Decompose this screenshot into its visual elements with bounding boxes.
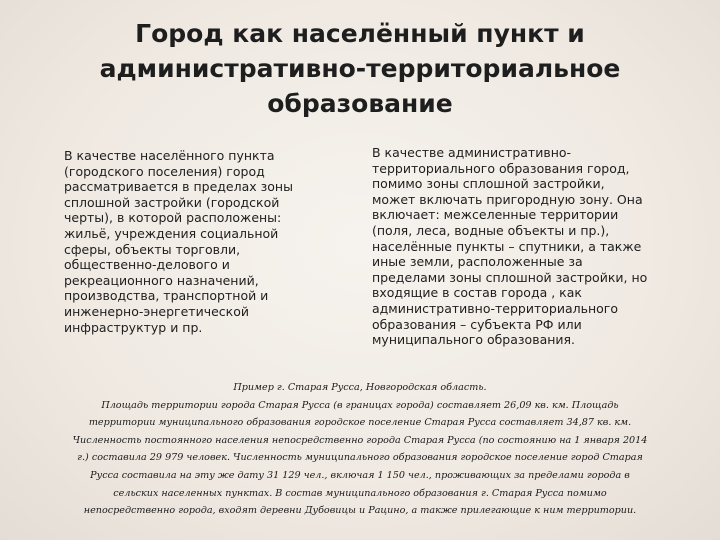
example-line: г.) составила 29 979 человек. Численность муниципального образования городское поселение город Старая	[77, 452, 643, 464]
text-line: пределами зоны сплошной застройки, но	[372, 269, 648, 285]
text-line: инженерно-энергетической	[64, 303, 249, 319]
text-line: образования – субъекта РФ или	[372, 316, 582, 332]
title-line: административно-территориальное	[99, 54, 621, 83]
text-line: входящие в состав города , как	[372, 285, 582, 301]
text-line: может включать пригородную зону. Она	[372, 191, 643, 207]
text-line: населённые пункты – спутники, а также	[372, 238, 642, 254]
text-line: сферы, объекты торговли,	[64, 241, 241, 257]
text-line: жильё, учреждения социальной	[64, 225, 279, 241]
text-line: инфраструктур и пр.	[64, 319, 203, 335]
example-line: Площадь территории города Старая Русса (в границах города) составляет 26,09 кв. км. Площадь	[101, 399, 619, 411]
title-line: образование	[267, 89, 453, 118]
example-staraya-russa	[10, 379, 710, 520]
text-line: (городского поселения) город	[64, 163, 265, 179]
example-line: Пример г. Старая Русса, Новгородская область.	[233, 382, 487, 393]
text-line: помимо зоны сплошной застройки,	[372, 176, 605, 192]
example-line: территории муниципального образования городское поселение Старая Русса составляет 34,87 кв. км.	[88, 417, 632, 429]
example-line: Численность постоянного населения непосредственно города Старая Русса (по состоянию на 1 января 2014	[72, 434, 648, 446]
example-line: сельских населенных пунктах. В состав муниципального образования г. Старая Русса помимо	[113, 487, 607, 499]
slide-title	[60, 16, 660, 121]
text-line: (поля, леса, водные объекты и пр.),	[372, 222, 610, 238]
text-line: рекреационного назначений,	[64, 272, 259, 288]
title-line: Город как населённый пункт и	[135, 19, 585, 48]
text-line: В качестве населённого пункта	[64, 148, 275, 163]
text-line: административно-территориального	[372, 300, 619, 316]
text-line: включает: межселенные территории	[372, 207, 619, 223]
settlement-definition-text	[64, 148, 354, 335]
text-line: В качестве административно-	[372, 145, 572, 160]
text-line: территориального образования город,	[372, 160, 630, 176]
example-line: Русса составила на эту же дату 31 129 чел., включая 1 150 чел., проживающих за пределами города в	[90, 469, 630, 481]
text-line: иные земли, расположенные за	[372, 254, 583, 270]
text-line: муниципального образования.	[372, 332, 576, 348]
text-line: производства, транспортной и	[64, 288, 269, 304]
text-line: рассматривается в пределах зоны	[64, 179, 293, 195]
text-line: общественно-делового и	[64, 257, 230, 273]
administrative-definition-text	[372, 145, 682, 348]
example-line: непосредственно города, входят деревни Дубовицы и Рацино, а также прилегающие к ним территории.	[83, 505, 637, 517]
text-line: черты), в которой расположены:	[64, 210, 282, 226]
text-line: сплошной застройки (городской	[64, 194, 280, 210]
